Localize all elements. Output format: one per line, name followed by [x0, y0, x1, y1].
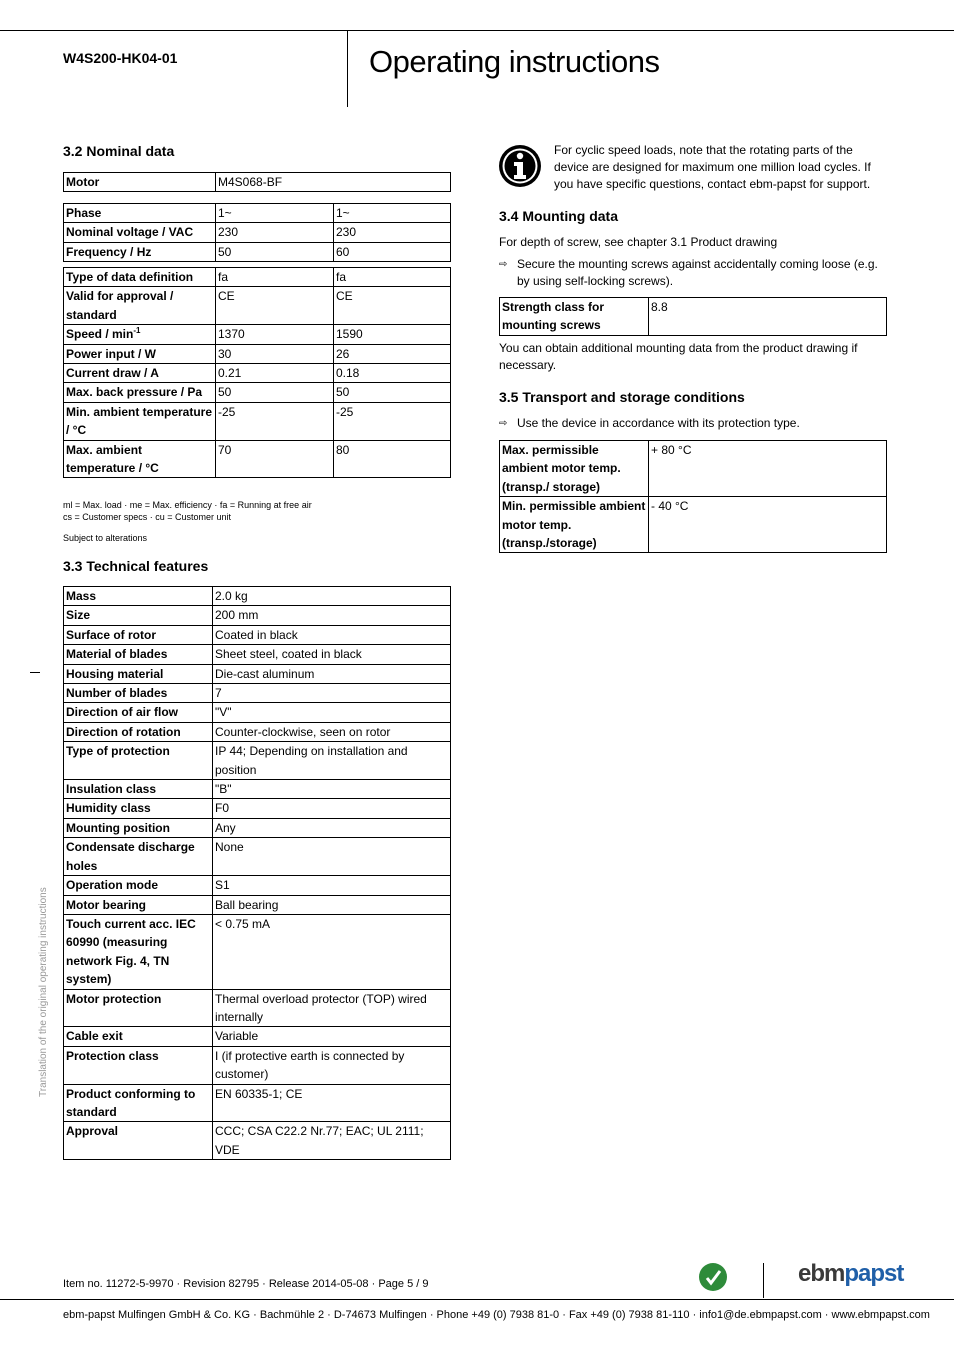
table-row	[64, 1122, 451, 1160]
table-row	[64, 818, 451, 837]
table-row	[64, 606, 451, 625]
mounting-bullet-text: Secure the mounting screws against accidentally coming loose (e.g. by using self-locking screws).	[517, 257, 878, 288]
row-value: EN 60335-1; CE	[213, 1084, 451, 1122]
row-label: Max. permissible ambient motor temp. (transp./ storage)	[500, 441, 649, 497]
row-label: Motor protection	[64, 989, 213, 1027]
row-label: Product conforming to standard	[64, 1084, 213, 1122]
row-label-text: Type of data definition	[66, 270, 194, 284]
row-value: CCC; CSA C22.2 Nr.77; EAC; UL 2111; VDE	[213, 1122, 451, 1160]
row-value: F0	[213, 799, 451, 818]
row-label: Material of blades	[64, 645, 213, 664]
table-row	[64, 344, 451, 363]
value-col-2: 0.18	[334, 364, 451, 383]
value-col-1: 0.21	[216, 364, 334, 383]
table-row	[64, 268, 451, 287]
brand-ebm: ebm	[798, 1260, 845, 1287]
table-row	[64, 684, 451, 703]
mounting-heading: 3.4 Mounting data	[499, 208, 618, 224]
value-col-1: CE	[216, 287, 334, 325]
row-value: 7	[213, 684, 451, 703]
row-label	[64, 287, 216, 325]
table-row	[64, 722, 451, 741]
mounting-after: You can obtain additional mounting data from the product drawing if necessary.	[499, 341, 858, 372]
side-text: Translation of the original operating instructions	[38, 887, 49, 1097]
row-value: Any	[213, 818, 451, 837]
table-row	[64, 364, 451, 383]
page-title: Operating instructions	[369, 44, 660, 79]
ebmpapst-logo	[798, 1260, 903, 1288]
logo-divider	[763, 1263, 764, 1298]
value-col-2: 1~	[334, 204, 451, 223]
top-rule	[0, 30, 954, 31]
value-col-2: fa	[334, 268, 451, 287]
transport-bullet	[499, 415, 887, 432]
row-label: Direction of rotation	[64, 722, 213, 741]
row-label-text: Min. ambient temperature / °C	[66, 404, 213, 438]
value-col-1: fa	[216, 268, 334, 287]
table-row	[500, 441, 887, 497]
row-label: Number of blades	[64, 684, 213, 703]
value-col-1: 30	[216, 344, 334, 363]
header-divider	[347, 30, 348, 107]
arrow-right-icon: ⇨	[499, 259, 508, 270]
row-label: Protection class	[64, 1046, 213, 1084]
row-label: Nominal voltage / VAC	[64, 223, 216, 242]
row-label	[64, 268, 216, 287]
value-col-1: -25	[216, 402, 334, 440]
row-value: Ball bearing	[213, 895, 451, 914]
row-label-text: Speed / min	[66, 327, 134, 342]
value-col-2: 80	[334, 440, 451, 478]
row-label: Humidity class	[64, 799, 213, 818]
table-row	[64, 780, 451, 799]
table-row	[64, 325, 451, 344]
table-row	[64, 440, 451, 478]
row-label: Min. permissible ambient motor temp. (transp./storage)	[500, 497, 649, 553]
technical-table	[63, 586, 451, 1160]
info-text: For cyclic speed loads, note that the rotating parts of the device are designed for maximum one million load cycles. If you have specific questions, contact ebm-papst for support.	[554, 143, 871, 191]
row-value: Die-cast aluminum	[213, 664, 451, 683]
nominal-heading: 3.2 Nominal data	[63, 143, 175, 159]
row-label: Touch current acc. IEC 60990 (measuring network Fig. 4, TN system)	[64, 914, 213, 989]
table-row	[64, 383, 451, 402]
strength-class-value: 8.8	[649, 298, 887, 336]
row-label-text: Valid for approval / standard	[66, 289, 174, 322]
row-label: Insulation class	[64, 780, 213, 799]
value-col-2: CE	[334, 287, 451, 325]
row-label-text: Current draw / A	[66, 366, 159, 381]
value-col-1: 230	[216, 223, 334, 242]
info-icon	[498, 144, 542, 188]
row-value: IP 44; Depending on installation and position	[213, 742, 451, 780]
row-value: None	[213, 838, 451, 876]
table-row	[64, 402, 451, 440]
table-row	[64, 223, 451, 242]
value-col-1: 70	[216, 440, 334, 478]
row-value: I (if protective earth is connected by customer)	[213, 1046, 451, 1084]
table-row	[64, 838, 451, 876]
row-label: Direction of air flow	[64, 703, 213, 722]
value-col-1: 50	[216, 242, 334, 261]
row-label	[64, 383, 216, 402]
row-value: Sheet steel, coated in black	[213, 645, 451, 664]
motor-table	[63, 172, 451, 192]
motor-value: M4S068-BF	[216, 173, 451, 192]
row-label	[64, 325, 216, 344]
greentech-logo	[698, 1262, 728, 1292]
row-value: Counter-clockwise, seen on rotor	[213, 722, 451, 741]
row-label-text: Max. back pressure / Pa	[66, 385, 203, 400]
table-row	[64, 989, 451, 1027]
motor-label: Motor	[64, 173, 216, 192]
brand-papst: papst	[844, 1260, 904, 1287]
model-number: W4S200-HK04-01	[63, 50, 178, 66]
table-row	[64, 287, 451, 325]
value-col-2: 60	[334, 242, 451, 261]
company-info: ebm-papst Mulfingen GmbH & Co. KG · Bachmühle 2 · D-74673 Mulfingen · Phone +49 (0) 7938 81-0 · Fax +49 (0) 7938 81-110 · info1@de.ebmpapst.com · www.ebmpapst.com	[63, 1309, 930, 1321]
row-label-text: Power input / W	[66, 346, 156, 361]
table-row	[64, 914, 451, 989]
table-row	[64, 204, 451, 223]
row-value: Variable	[213, 1027, 451, 1046]
table-row	[64, 799, 451, 818]
value-col-2: -25	[334, 402, 451, 440]
mounting-intro: For depth of screw, see chapter 3.1 Product drawing	[499, 235, 778, 249]
value-col-2: 230	[334, 223, 451, 242]
table-row	[64, 703, 451, 722]
row-label: Size	[64, 606, 213, 625]
row-label: Frequency / Hz	[64, 242, 216, 261]
row-value: "V"	[213, 703, 451, 722]
transport-heading: 3.5 Transport and storage conditions	[499, 389, 745, 405]
row-label	[64, 440, 216, 478]
table-row	[64, 742, 451, 780]
row-value: "B"	[213, 780, 451, 799]
value-col-2: 26	[334, 344, 451, 363]
table-row	[64, 1046, 451, 1084]
subject-to-alterations: Subject to alterations	[63, 533, 148, 543]
strength-class-label: Strength class for mounting screws	[500, 298, 649, 336]
arrow-right-icon: ⇨	[499, 418, 508, 429]
row-label: Housing material	[64, 664, 213, 683]
row-label-text: Max. ambient temperature / °C	[66, 442, 159, 476]
mounting-bullet	[499, 256, 887, 290]
value-col-2: 50	[334, 383, 451, 402]
row-value: Thermal overload protector (TOP) wired internally	[213, 989, 451, 1027]
value-col-1: 1~	[216, 204, 334, 223]
mounting-table	[499, 297, 887, 336]
row-value: 2.0 kg	[213, 587, 451, 606]
table-row	[64, 587, 451, 606]
row-label: Surface of rotor	[64, 625, 213, 644]
row-value: - 40 °C	[649, 497, 887, 553]
table-row	[64, 876, 451, 895]
row-label: Operation mode	[64, 876, 213, 895]
row-value: + 80 °C	[649, 441, 887, 497]
nominal-table-1	[63, 203, 451, 262]
fold-mark	[30, 672, 40, 673]
row-label: Phase	[64, 204, 216, 223]
item-info: Item no. 11272-5-9970 · Revision 82795 · Release 2014-05-08 · Page 5 / 9	[63, 1278, 429, 1290]
speed-superscript: -1	[133, 326, 141, 336]
transport-bullet-text: Use the device in accordance with its protection type.	[517, 416, 800, 430]
row-label: Motor bearing	[64, 895, 213, 914]
value-col-1: 50	[216, 383, 334, 402]
table-row	[64, 645, 451, 664]
row-label	[64, 344, 216, 363]
transport-table	[499, 440, 887, 553]
table-row	[64, 1027, 451, 1046]
row-value: Coated in black	[213, 625, 451, 644]
row-label: Condensate discharge holes	[64, 838, 213, 876]
row-value: 200 mm	[213, 606, 451, 625]
value-col-2: 1590	[334, 325, 451, 344]
table-row	[64, 1084, 451, 1122]
footer-rule	[0, 1299, 954, 1300]
table-row	[64, 242, 451, 261]
row-label	[64, 364, 216, 383]
row-label	[64, 402, 216, 440]
nominal-table-2	[63, 267, 451, 478]
table-row	[500, 298, 887, 336]
row-label: Mounting position	[64, 818, 213, 837]
technical-heading: 3.3 Technical features	[63, 558, 209, 574]
table-row	[500, 497, 887, 553]
row-label: Approval	[64, 1122, 213, 1160]
legend-line-2: cs = Customer specs · cu = Customer unit	[63, 512, 232, 522]
legend-line-1: ml = Max. load · me = Max. efficiency · fa = Running at free air	[63, 500, 312, 510]
row-value: S1	[213, 876, 451, 895]
table-row	[64, 625, 451, 644]
row-value: < 0.75 mA	[213, 914, 451, 989]
row-label: Mass	[64, 587, 213, 606]
value-col-1: 1370	[216, 325, 334, 344]
table-row	[64, 895, 451, 914]
table-row	[64, 173, 451, 192]
table-row	[64, 664, 451, 683]
row-label: Cable exit	[64, 1027, 213, 1046]
row-label: Type of protection	[64, 742, 213, 780]
